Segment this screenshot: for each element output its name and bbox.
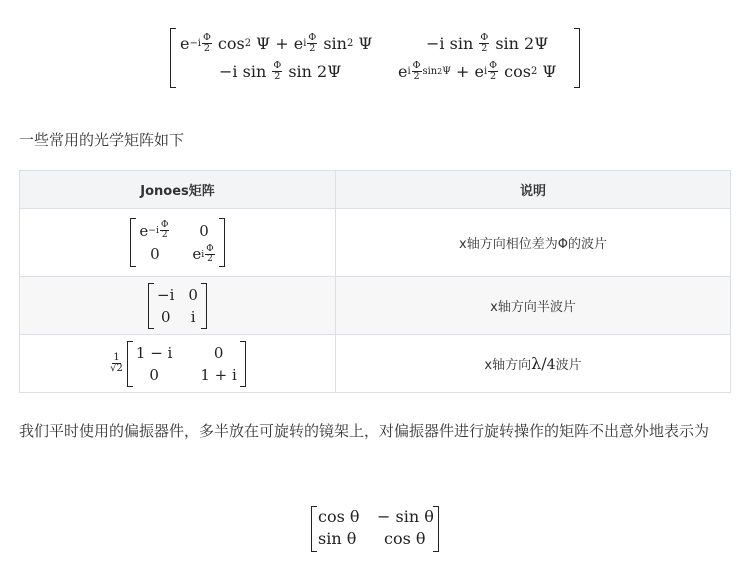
right-bracket [574, 28, 580, 88]
matrix-cell [20, 277, 336, 335]
jones-matrix-phase-plate: e −i $\frac{\Phi}{2}$ 0 0 e i $\frac{\Phi}{2}$ [130, 218, 224, 268]
jones-matrix-quarter-wave: $\frac{1}{√2}$ 1 − i 0 0 1 + i [109, 341, 246, 387]
table-row [20, 209, 731, 277]
jones-matrix-half-wave: −i 0 0 i [148, 283, 207, 329]
rotation-m12: − sin θ [377, 507, 434, 526]
top-matrix-r2c1: −i sin $\frac{\Phi}{2}$ sin 2Ψ [219, 60, 342, 83]
table-row [20, 335, 731, 393]
left-bracket [170, 28, 176, 88]
top-matrix-r1c1: e −i $\frac{\Phi}{2}$ cos 2 Ψ + e i $\frac{\Phi}{2}$ sin 2 Ψ [180, 32, 373, 55]
rotation-m22: cos θ [384, 529, 426, 548]
matrix-cell [20, 209, 336, 277]
intro-text: 一些常用的光学矩阵如下 [19, 131, 185, 149]
matrix-cell [20, 335, 336, 393]
top-matrix [170, 28, 580, 88]
rotation-m11: cos θ [318, 507, 360, 526]
table-header-row [20, 171, 731, 209]
table-row [20, 277, 731, 335]
jones-matrix-table [19, 170, 731, 393]
top-matrix-r1c2: −i sin $\frac{\Phi}{2}$ sin 2Ψ [426, 32, 549, 55]
top-matrix-r2c2: e i $\frac{\Phi}{2}$ sin 2 Ψ + e i $\frac{\Phi}{2}$ cos 2 Ψ [398, 60, 557, 83]
description-cell: x轴方向λ/4波片 [336, 335, 731, 393]
col-header-matrix: Jonoes矩阵 [20, 171, 336, 209]
paragraph-text: 我们平时使用的偏振器件，多半放在可旋转的镜架上，对偏振器件进行旋转操作的矩阵不出意外地表示为 [19, 422, 710, 440]
description-cell: x轴方向相位差为Φ的波片 [336, 209, 731, 277]
rotation-matrix [311, 506, 439, 552]
rotation-m21: sin θ [318, 529, 357, 548]
col-header-description: 说明 [336, 171, 731, 209]
description-cell: x轴方向半波片 [336, 277, 731, 335]
